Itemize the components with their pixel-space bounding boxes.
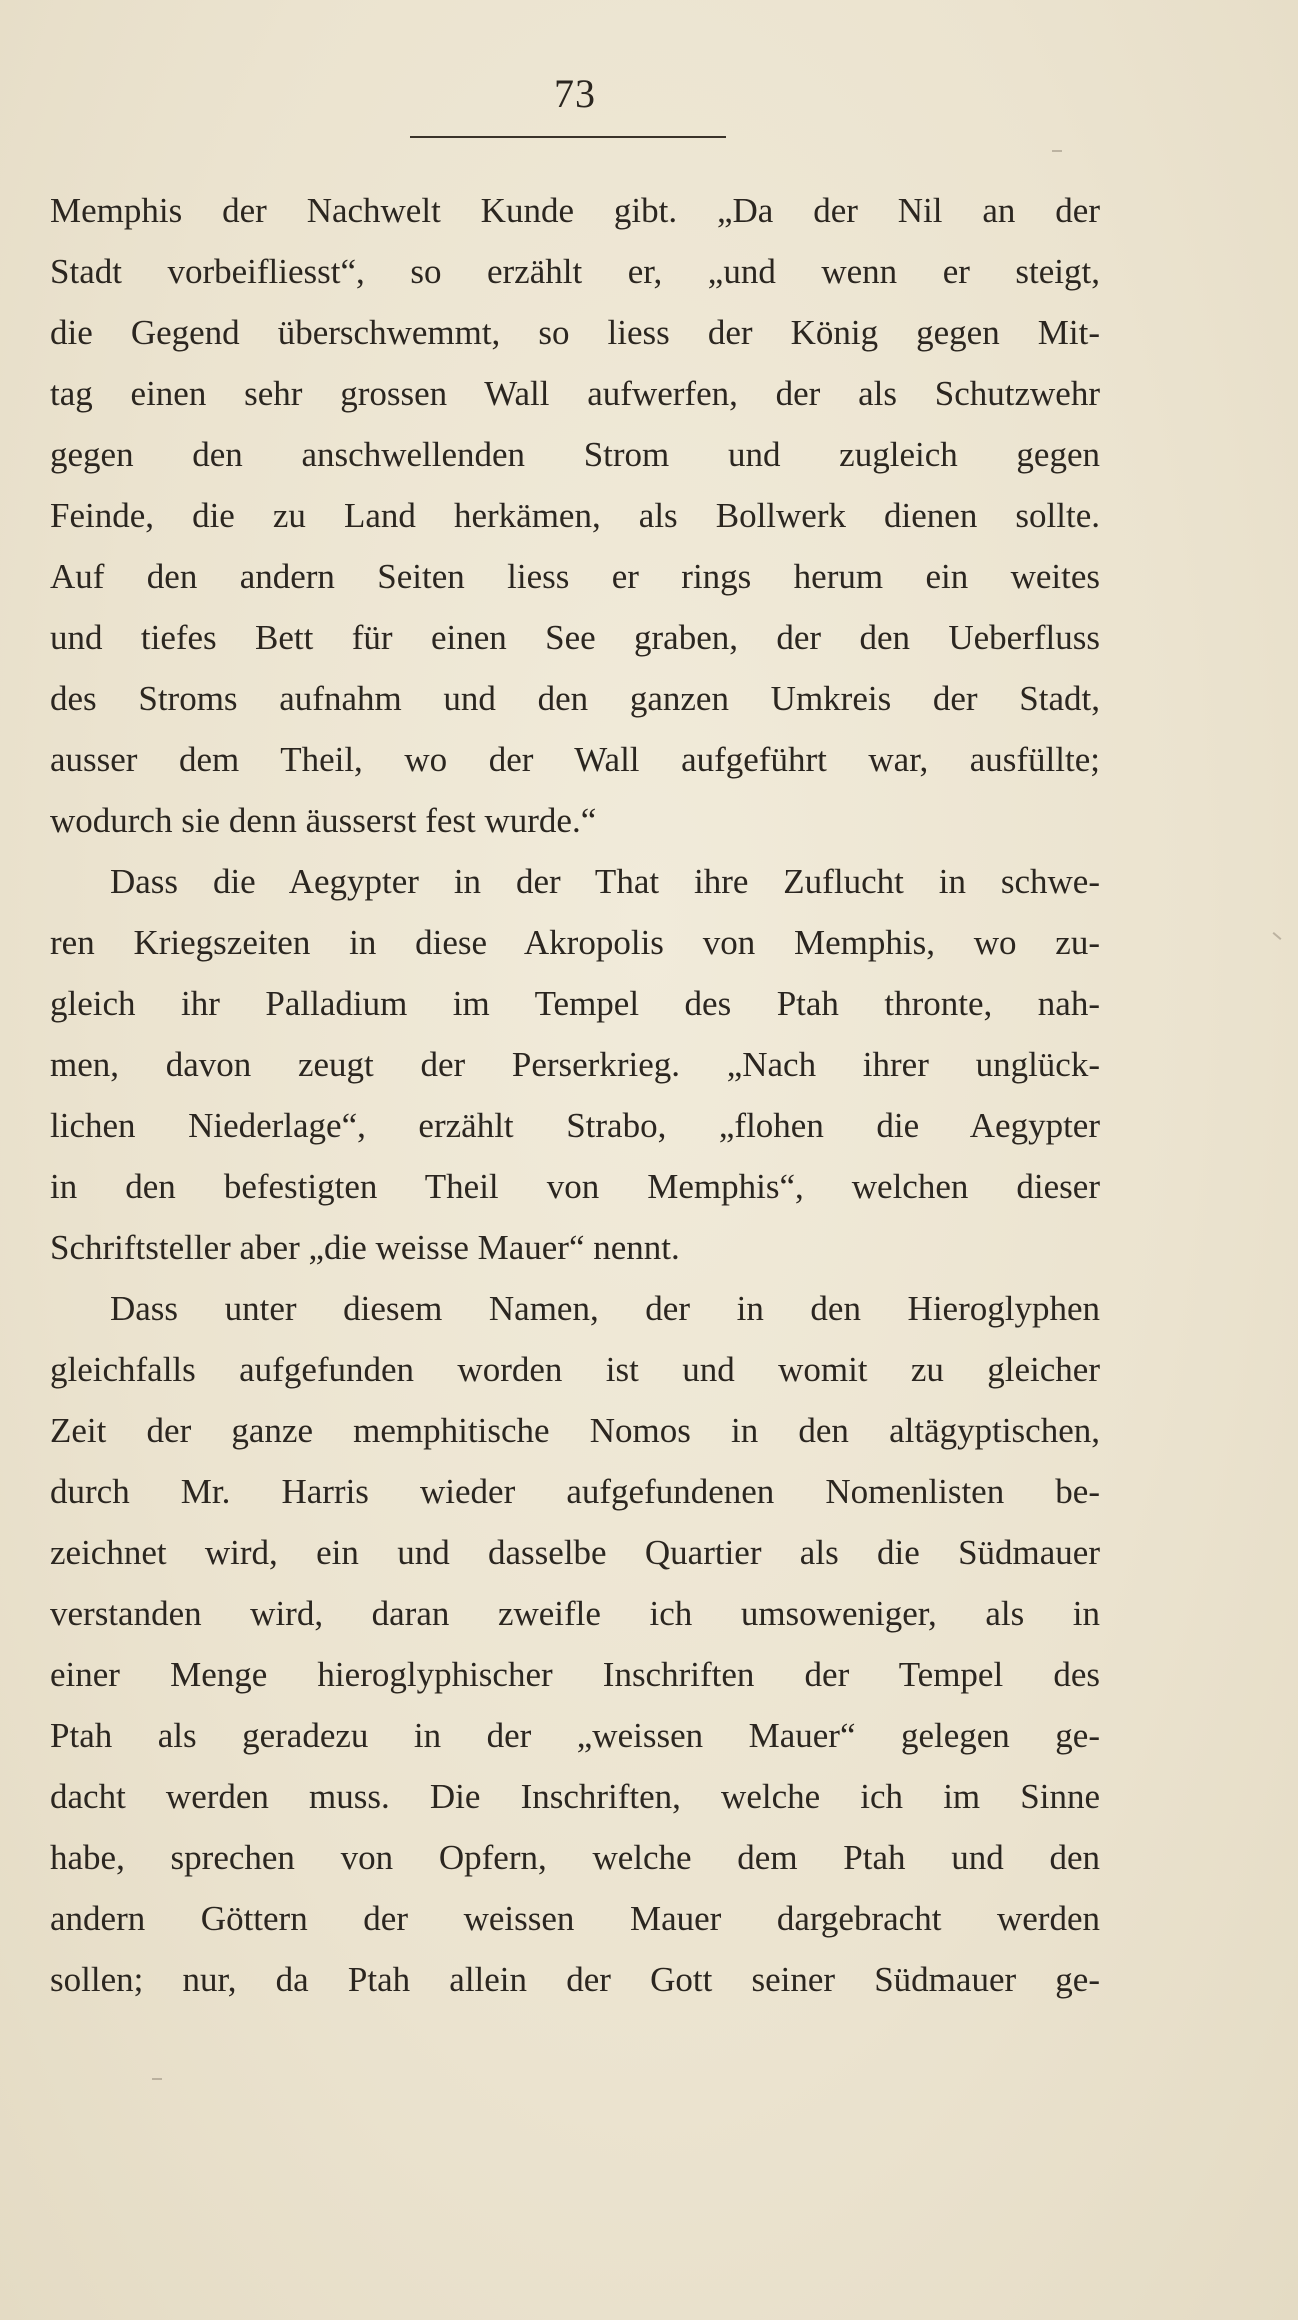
text-line: Dass unter diesem Namen, der in den Hieroglyphen <box>110 1289 1100 1328</box>
text-line: zeichnet wird, ein und dasselbe Quartier als die Südmauer <box>50 1533 1100 1572</box>
header-rule <box>410 136 726 138</box>
text-line: lichen Niederlage“, erzählt Strabo, „flohen die Aegypter <box>50 1106 1100 1145</box>
text-line: Memphis der Nachwelt Kunde gibt. „Da der Nil an der <box>50 191 1100 230</box>
text-line: Schriftsteller aber „die weisse Mauer“ nennt. <box>50 1228 680 1267</box>
page-number: 73 <box>554 71 596 116</box>
text-line: tag einen sehr grossen Wall aufwerfen, der als Schutzwehr <box>50 374 1100 413</box>
text-line: andern Göttern der weissen Mauer dargebracht werden <box>50 1899 1100 1938</box>
text-line: in den befestigten Theil von Memphis“, welchen dieser <box>50 1167 1100 1206</box>
text-line: Dass die Aegypter in der That ihre Zuflucht in schwe- <box>110 862 1100 901</box>
text-line: Zeit der ganze memphitische Nomos in den altägyptischen, <box>50 1411 1100 1450</box>
text-line: Stadt vorbeifliesst“, so erzählt er, „und wenn er steigt, <box>50 252 1100 291</box>
text-line: Auf den andern Seiten liess er rings herum ein weites <box>50 557 1100 596</box>
text-line: wodurch sie denn äusserst fest wurde.“ <box>50 801 597 840</box>
text-line: die Gegend überschwemmt, so liess der König gegen Mit- <box>50 313 1100 352</box>
text-line: des Stroms aufnahm und den ganzen Umkreis der Stadt, <box>50 679 1100 718</box>
text-line: gleich ihr Palladium im Tempel des Ptah thronte, nah- <box>50 984 1100 1023</box>
text-line: einer Menge hieroglyphischer Inschriften der Tempel des <box>50 1655 1100 1694</box>
text-line: ren Kriegszeiten in diese Akropolis von Memphis, wo zu- <box>50 923 1100 962</box>
text-line: habe, sprechen von Opfern, welche dem Ptah und den <box>50 1838 1100 1877</box>
text-line: und tiefes Bett für einen See graben, der den Ueberfluss <box>50 618 1100 657</box>
paper-speck <box>152 2078 162 2080</box>
text-line: verstanden wird, daran zweifle ich umsoweniger, als in <box>50 1594 1100 1633</box>
text-line: sollen; nur, da Ptah allein der Gott seiner Südmauer ge- <box>50 1960 1100 1999</box>
text-line: ausser dem Theil, wo der Wall aufgeführt war, ausfüllte; <box>50 740 1100 779</box>
text-line: Ptah als geradezu in der „weissen Mauer“ gelegen ge- <box>50 1716 1100 1755</box>
text-line: gleichfalls aufgefunden worden ist und womit zu gleicher <box>50 1350 1100 1389</box>
text-line: gegen den anschwellenden Strom und zugleich gegen <box>50 435 1100 474</box>
body-text <box>50 180 1100 2010</box>
text-line: men, davon zeugt der Perserkrieg. „Nach ihrer unglück- <box>50 1045 1100 1084</box>
text-line: durch Mr. Harris wieder aufgefundenen Nomenlisten be- <box>50 1472 1100 1511</box>
paper-speck <box>1052 150 1062 152</box>
text-line: Feinde, die zu Land herkämen, als Bollwerk dienen sollte. <box>50 496 1100 535</box>
paper-speck <box>1273 932 1282 940</box>
text-line: dacht werden muss. Die Inschriften, welche ich im Sinne <box>50 1777 1100 1816</box>
